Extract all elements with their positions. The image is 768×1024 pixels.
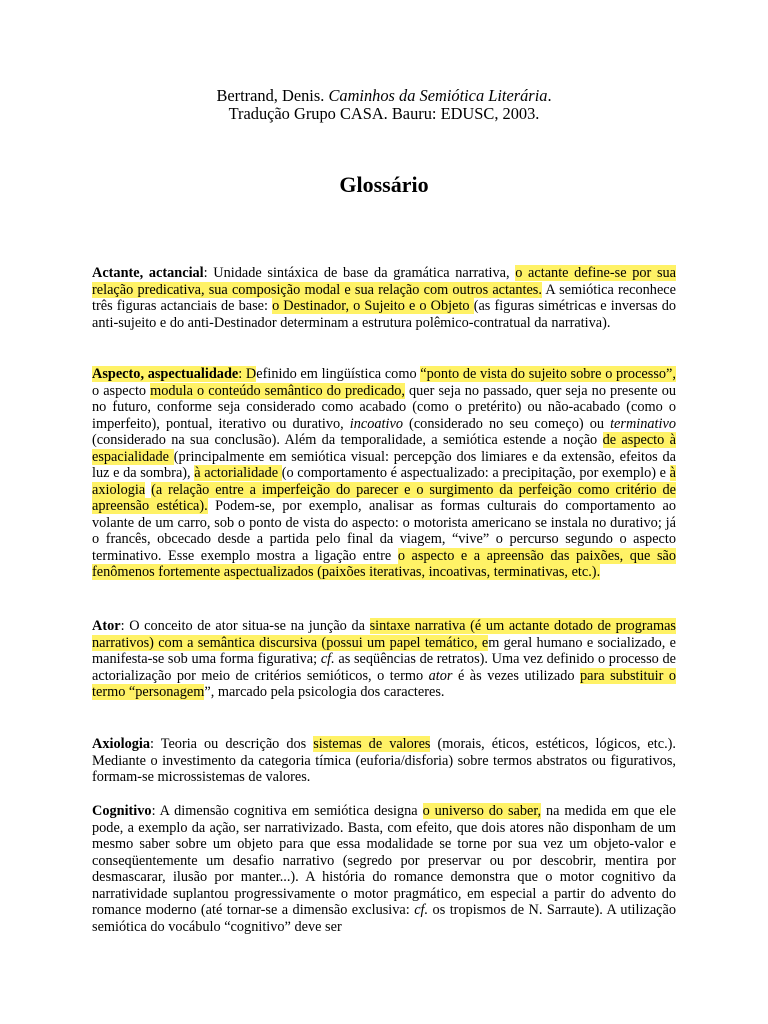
entry-text: ”, marcado pela psicologia dos caracteres. <box>204 684 445 700</box>
citation-period: . <box>547 86 552 105</box>
glossary-entry-axiologia <box>92 736 676 786</box>
entry-text: terminativo <box>610 415 676 432</box>
citation-author: Bertrand, Denis. <box>216 86 325 105</box>
highlighted-text: sistemas de valores <box>313 736 431 752</box>
highlighted-text: o Destinador, o Sujeito e o Objeto <box>272 298 474 314</box>
entry-text: m geral humano e socializado, e manifesta-se sob uma forma figurativa; <box>92 634 676 667</box>
entry-text: o aspecto <box>92 382 151 399</box>
entry-text: A semiótica reconhece três figuras actanciais de base: <box>92 281 676 314</box>
highlighted-text: o actante define-se por sua relação predicativa, sua composição modal e sua relação com outros actantes. <box>92 265 676 298</box>
entry-term: Ator <box>92 618 121 634</box>
highlighted-text: (a relação entre a imperfeição do parecer e o surgimento da perfeição como critério de apreensão estética). <box>92 481 676 514</box>
entry-text: : Unidade sintáxica de base da gramática narrativa, <box>203 265 516 281</box>
highlighted-text: “ponto de vista do sujeito sobre o processo”, <box>420 366 676 382</box>
citation-line-1 <box>0 87 768 105</box>
page-title: Glossário <box>339 172 429 197</box>
entry-text: (considerado no seu começo) ou <box>403 415 611 432</box>
entry-term: Axiologia <box>92 736 150 752</box>
glossary-entry-actante <box>92 265 676 331</box>
highlighted-text: para substituir o termo “personagem <box>92 667 676 700</box>
entry-text: na medida em que ele pode, a exemplo da ação, ser narrativizado. Basta, com efeito, que dois atores não disponham de um mesmo saber sobre um objeto para que essa modalidade se torne por sua vez um objeto-valor e conseqüentemente um desafio narrativo (segredo por preservar ou por descobrir, mentira por desmascarar, ilusão por manter...). A história do romance demonstra que o motor cognitivo da narratividade suplantou progressivamente o motor pragmático, em especial a partir do advento do romance moderno (até tornar-se a dimensão exclusiva: <box>92 803 676 918</box>
glossary-entry-cognitivo <box>92 803 676 935</box>
entry-text: (morais, éticos, estéticos, lógicos, etc.). Mediante o investimento da categoria tímica (euforia/disforia) sobre termos abstratos ou figurativos, formam-se microssistemas de valores. <box>92 736 676 785</box>
entry-text: cf. <box>320 651 335 667</box>
highlighted-text: : D <box>238 366 257 382</box>
entry-text: cf. <box>414 902 429 918</box>
entry-text: : O conceito de ator situa-se na junção da <box>120 618 370 634</box>
citation-book-title: Caminhos da Semiótica Literária <box>328 86 548 105</box>
entry-term: Actante, actancial <box>92 265 204 281</box>
entry-text: efinido em lingüística como <box>256 366 421 382</box>
citation-line-2: Tradução Grupo CASA. Bauru: EDUSC, 2003. <box>228 104 540 123</box>
entry-text: ator <box>428 667 453 684</box>
glossary-entry-ator <box>92 618 676 701</box>
highlighted-text: modula o conteúdo semântico do predicado, <box>150 382 405 399</box>
glossary-entry-aspecto <box>92 366 676 581</box>
entry-text: as seqüências de retratos). Uma vez definido o processo de actorialização por meio de critérios semióticos, o termo <box>92 651 676 684</box>
entry-text: (considerado na sua conclusão). Além da temporalidade, a semiótica estende a noção <box>92 432 603 448</box>
entry-text: os tropismos de N. Sarraute). A utilização semiótica do vocábulo “cognitivo” deve ser <box>92 902 676 935</box>
entry-text: Podem-se, por exemplo, analisar as formas culturais do comportamento ao volante de um carro, sob o ponto de vista do aspecto: o motorista americano se instala no durativo; já o francês, obcecado desde a partida pelo final da viagem, “vive” o percurso segundo o aspecto terminativo. Esse exemplo mostra a ligação entre <box>92 498 676 564</box>
highlighted-text: o universo do saber, <box>422 803 542 819</box>
entry-term: Cognitivo <box>92 803 152 819</box>
highlighted-text: de aspecto à espacialidade <box>92 432 676 465</box>
entry-term: Aspecto, aspectualidade <box>92 366 239 382</box>
highlighted-text: o aspecto e a apreensão das paixões, que são fenômenos fortemente aspectualizados (paixões iterativas, incoativas, terminativas, etc.). <box>92 547 676 580</box>
entry-text: incoativo <box>349 415 403 432</box>
entry-text: (principalmente em semiótica visual: percepção dos limiares e da extensão, efeitos da luz e da sombra), <box>92 448 676 481</box>
citation-header <box>0 87 768 123</box>
entry-text: : Teoria ou descrição dos <box>149 736 314 752</box>
entry-text: quer seja no passado, quer seja no presente ou no futuro, conforme seja considerado como acabado (como o pretérito) ou não-acabado (como o imperfeito), pontual, iterativo ou durativo, <box>92 382 676 432</box>
highlighted-text: à actorialidade <box>194 465 282 481</box>
highlighted-text: sintaxe narrativa (é um actante dotado de programas narrativos) com a semântica discursiva (possui um papel temático, e <box>92 618 676 651</box>
entry-text: : A dimensão cognitiva em semiótica designa <box>151 803 423 819</box>
entry-text: (o comportamento é aspectualizado: a precipitação, por exemplo) e <box>281 465 670 481</box>
highlighted-text: à axiologia <box>92 465 677 498</box>
entry-text: é às vezes utilizado <box>452 667 581 684</box>
entry-text: (as figuras simétricas e inversas do anti-sujeito e do anti-Destinador determinam a estrutura polêmico-contratual da narrativa). <box>92 298 676 331</box>
